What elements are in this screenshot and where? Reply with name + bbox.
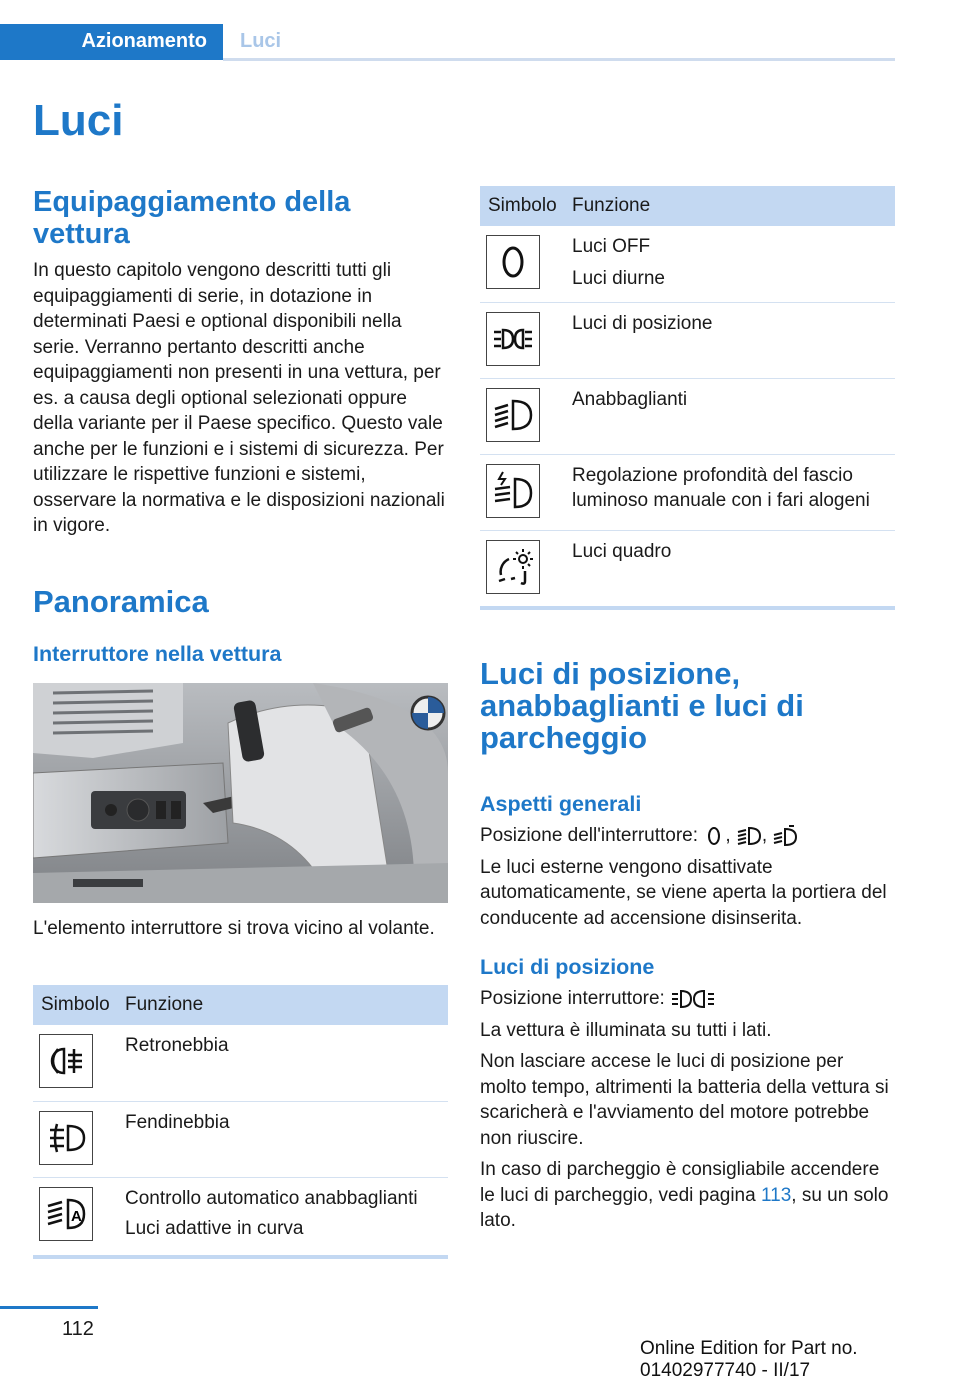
parking-lights-icon [670, 987, 722, 1011]
headlight-range-icon [486, 464, 540, 518]
general-body: Le luci esterne vengono disattivate automaticamente, se viene aperta la portiera del conducente ad accensione disinserita. [480, 856, 887, 929]
table-row [480, 530, 895, 608]
front-fog-light-icon [39, 1111, 93, 1165]
footer-rule [0, 1306, 98, 1309]
parking-lights-icon [486, 312, 540, 366]
parking-switch-line [480, 986, 895, 1012]
table-row [33, 1025, 448, 1101]
rear-fog-light-icon [39, 1034, 93, 1088]
parking-heading: Luci di posizione [480, 955, 655, 979]
table-row [480, 302, 895, 378]
function-line: Controllo automatico anabbaglianti [125, 1187, 418, 1209]
equip-body: In questo capitolo vengono descritti tutti gli equipaggiamenti di serie, in dotazione in determinati Paesi e optional disponibili nella serie. Verranno pertanto descritti anche equipaggiamenti non presenti in una vettura, per es. a causa degli optional selezionati oppure della variante per il Paese specifico. Questo vale anche per le funzioni e i sistemi di sicurezza. Per utilizzare le rispettive funzioni e sistemi, osservare la normativa e le disposizioni nazionali in vigore. [33, 260, 445, 536]
parking-p3 [480, 1157, 895, 1234]
lights-off-icon [486, 235, 540, 289]
section-tab-label: Azionamento [81, 30, 207, 52]
table-row [33, 1101, 448, 1177]
header-rule [223, 58, 895, 61]
switch-position-line [480, 823, 895, 849]
right-symbol-table [480, 186, 895, 610]
overview-block [33, 586, 448, 667]
low-beam-icon [736, 825, 762, 847]
chapter-tab[interactable]: Luci [240, 30, 282, 52]
function-line: Anabbaglianti [572, 388, 688, 410]
function-line: Luci diurne [572, 268, 665, 289]
function-line: Retronebbia [125, 1035, 229, 1056]
overview-subheading: Interruttore nella vettura [33, 642, 282, 666]
function-line: Fendinebbia [125, 1111, 230, 1133]
col-header-function: Funzione [125, 985, 448, 1025]
parking-p2: Non lasciare accese le luci di posizione per molto tempo, altrimenti la batteria della vettura si scaricherà e l'avviamento del motore potrebbe non riuscire. [480, 1051, 889, 1149]
page-title: Luci [33, 96, 124, 145]
col-header-symbol: Simbolo [480, 186, 572, 226]
parking-p3-text: In caso di parcheggio è consigliabile accendere le luci di parcheggio, vedi pagina [480, 1159, 880, 1206]
dashboard-photo [33, 683, 448, 903]
table-row [33, 1177, 448, 1257]
left-column [33, 186, 448, 539]
parking-p1: La vettura è illuminata su tutti i lati. [480, 1019, 772, 1041]
auto-headlight-icon [39, 1187, 93, 1241]
lights-off-icon [703, 825, 725, 847]
general-heading: Aspetti generali [480, 792, 642, 816]
parking-p3-tail: , su un solo lato. [480, 1184, 889, 1231]
equip-heading: Equipaggiamento della vettura [33, 186, 351, 250]
function-line: Regolazione profondità del fascio luminoso manuale con i fari alogeni [572, 464, 870, 511]
dashboard-illustration [33, 683, 448, 903]
overview-heading: Panoramica [33, 584, 209, 619]
left-symbol-table [33, 985, 448, 1259]
photo-caption: L'elemento interruttore si trova vicino al volante. [33, 918, 435, 939]
col-header-symbol: Simbolo [33, 985, 125, 1025]
section2 [480, 658, 895, 1234]
parking-light-icon [772, 825, 798, 847]
instrument-lighting-icon [486, 540, 540, 594]
table-row [480, 378, 895, 454]
section-tab[interactable] [0, 24, 223, 60]
edition-note: Online Edition for Part no. 01402977740 - II/17 [640, 1338, 858, 1381]
low-beam-icon [486, 388, 540, 442]
function-line: Luci OFF [572, 236, 651, 257]
page-number: 112 [62, 1318, 94, 1340]
page-link[interactable]: 113 [760, 1184, 792, 1206]
parking-switch-label: Posizione interruttore: [480, 988, 665, 1009]
function-line: Luci di posizione [572, 312, 713, 334]
table-row [480, 226, 895, 302]
section2-heading: Luci di posizione, anabbaglianti e luci di parcheggio [480, 656, 804, 755]
running-header [0, 24, 895, 62]
table-row [480, 454, 895, 530]
function-line: Luci adattive in curva [125, 1217, 304, 1239]
switch-position-label: Posizione dell'interruttore: [480, 825, 699, 846]
separator: , [761, 825, 768, 846]
photo-caption-block [33, 916, 448, 942]
separator: , [725, 825, 731, 846]
svg-text:A: A [71, 1207, 82, 1225]
function-line: Luci quadro [572, 540, 672, 562]
col-header-function: Funzione [572, 186, 895, 226]
